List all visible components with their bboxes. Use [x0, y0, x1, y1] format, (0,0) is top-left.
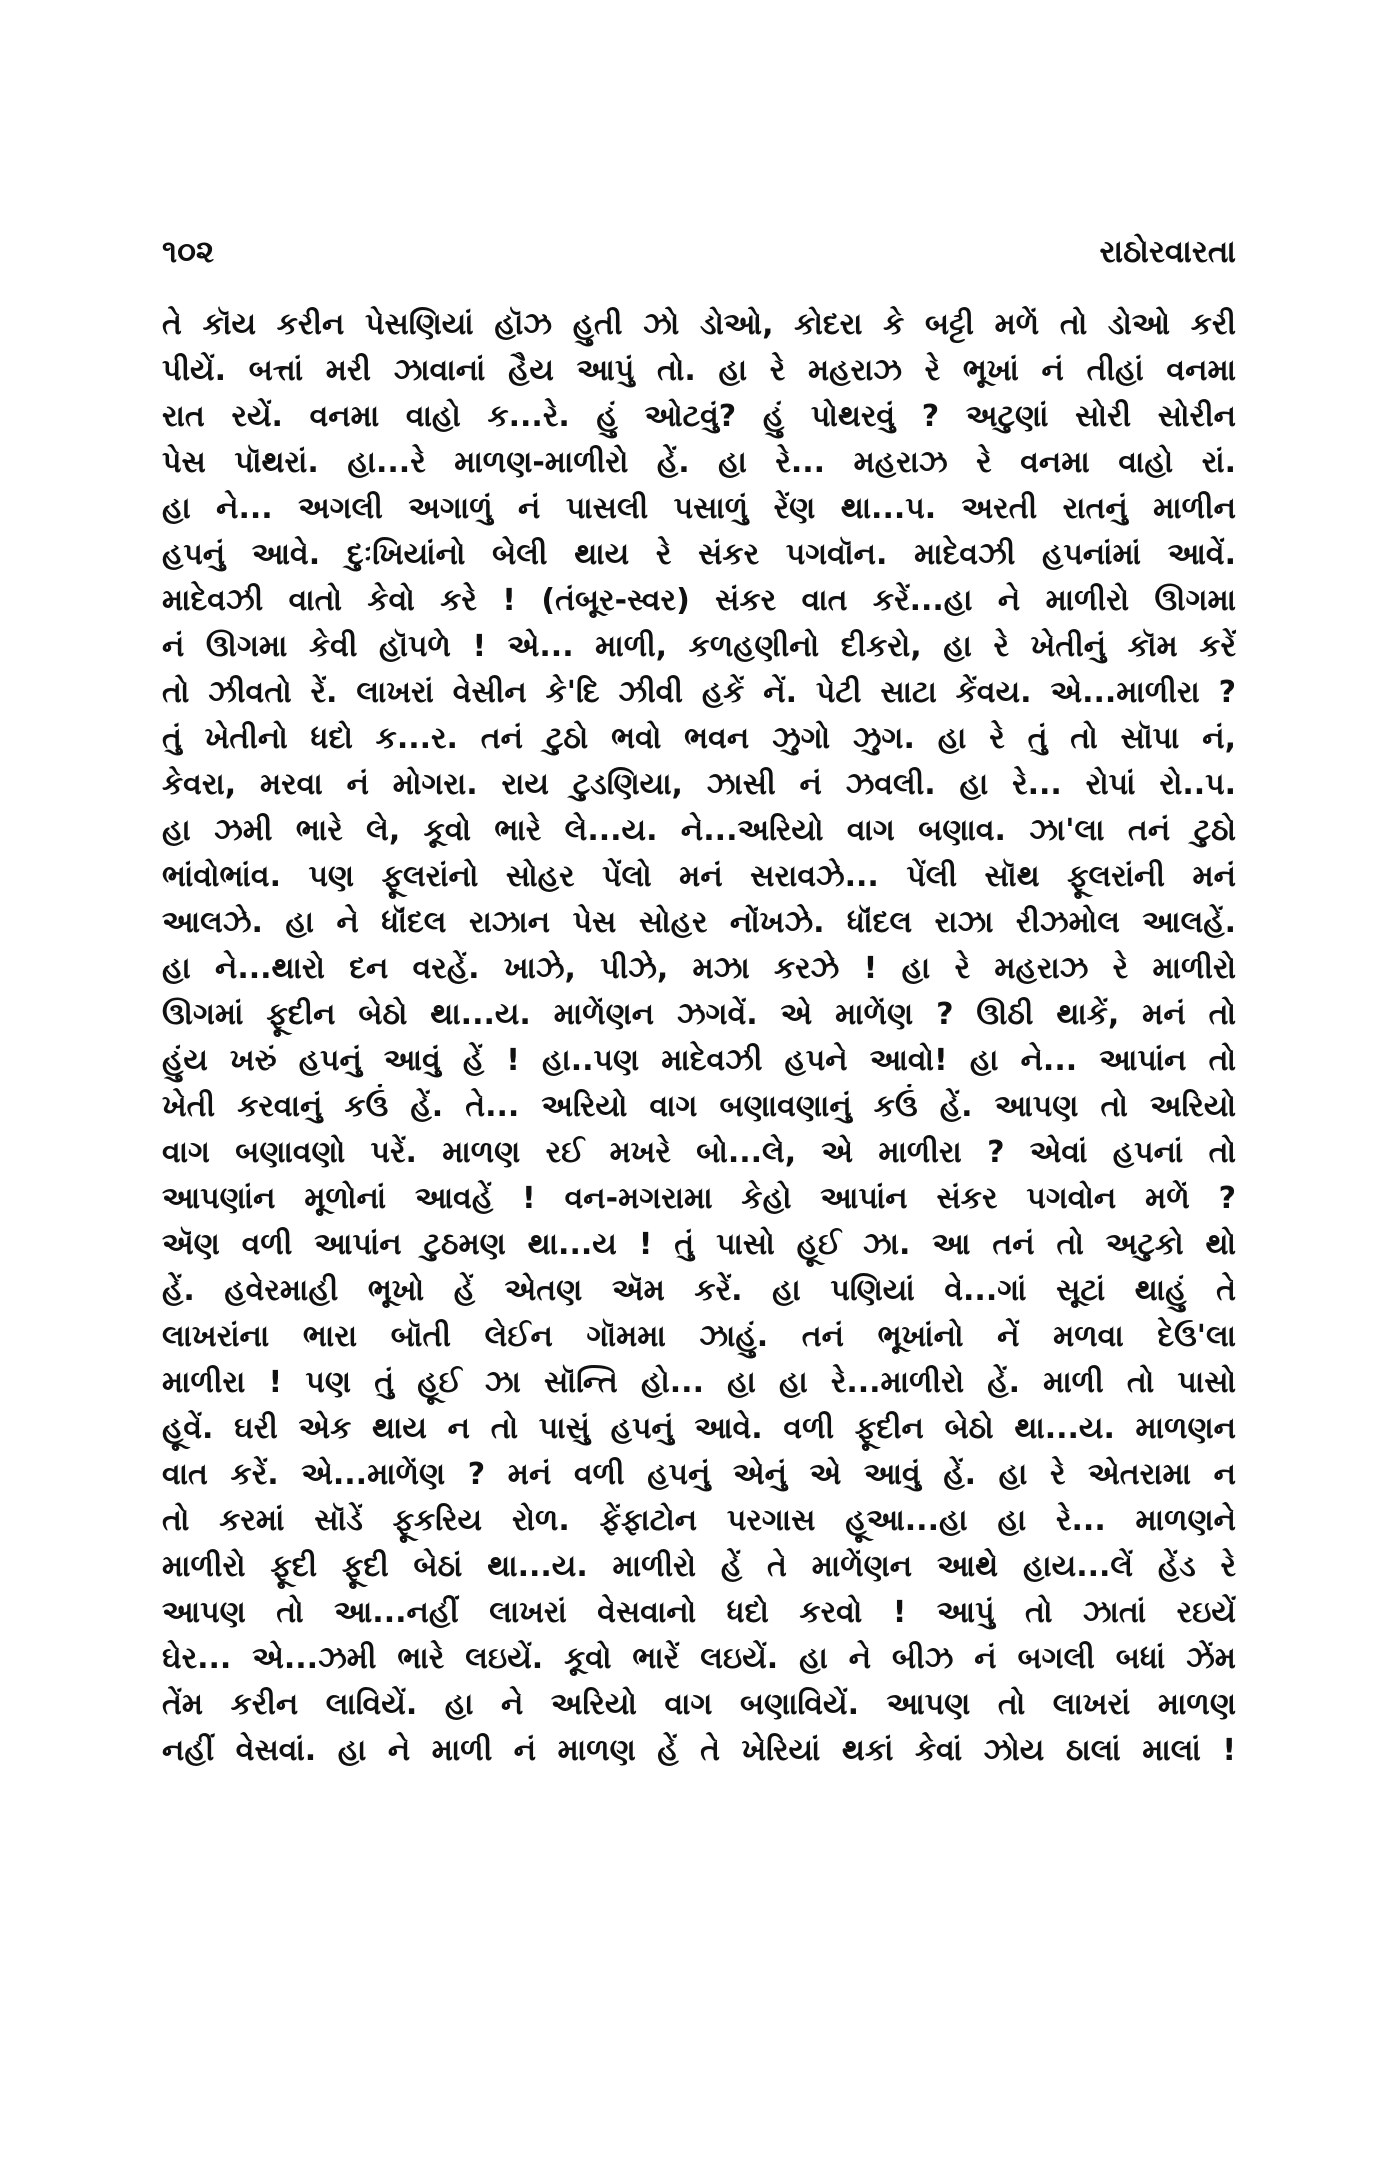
text-line: ખેતી કરવાનું કઉં હેં. તે... અરિયો વાગ બણાવણાનું કઉં હેં. આપણ તો અરિયો [162, 1089, 1236, 1124]
text-line: વાત કરેં. એ...માળેંણ ? મનં વળી હપનું એનું એ આવું હેં. હા રે એતરામા ન [162, 1457, 1236, 1492]
text-line: ઍણ વળી આપાંન ટુઠમણ થા...ય ! તું પાસો હૂઈ ઝા. આ તનં તો અટુકો થો [162, 1227, 1236, 1262]
text-line: આપણ તો આ...નહીં લાખરાં વેસવાનો ધદો કરવો ! આપું તો ઝાતાં રઇયેં [162, 1595, 1236, 1630]
text-line: તેંમ કરીન લાવિયેં. હા ને અરિયો વાગ બણાવિયેં. આપણ તો લાખરાં માળણ [162, 1687, 1236, 1722]
running-header [162, 228, 1236, 276]
running-title: રાઠોરવારતા [1099, 234, 1236, 270]
text-line: આલઝે. હા ને ધૉંદલ રાઝાન પેસ સોહર નોંખઝે. ધૉંદલ રાઝા રીઝમોલ આલહેં. [162, 905, 1236, 940]
text-line: રાત રયેં. વનમા વાહો ક...રે. હું ઓટવું? હું પોથરવું ? અટુણાં સોરી સોરીન [162, 399, 1236, 434]
text-line: ઘેર... એ...ઝમી ભારે લઇયેં. કૂવો ભારેં લઇયેં. હા ને બીઝ નં બગલી બધાં ઝેંમ [162, 1641, 1236, 1676]
text-line: નં ઊગમા કેવી હૉપળે ! એ... માળી, કળહણીનો દીકરો, હા રે ખેતીનું કૉમ કરેં [162, 629, 1236, 664]
text-line: કેવરા, મરવા નં મોગરા. રાય ટુડણિયા, ઝાસી નં ઝવલી. હા રે... રોપાં રો..પ. [162, 767, 1236, 802]
page-number: ૧૦૨ [162, 234, 215, 270]
text-line: પીયેં. બત્તાં મરી ઝાવાનાં હૈય આપું તો. હા રે મહરાઝ રે ભૂખાં નં તીહાં વનમા [162, 353, 1236, 388]
text-line: તો ઝીવતો રેં. લાખરાં વેસીન કે'દિ ઝીવી હકેં નેં. પેટી સાટા કેંવય. એ...માળીરા ? [162, 675, 1236, 710]
text-line: હા ને...થારો દન વરહેં. ખાઝે, પીઝે, મઝા કરઝે ! હા રે મહરાઝ રે માળીરો [162, 951, 1236, 986]
text-line: આપણાંન મૂળોનાં આવહેં ! વન-મગરામા કેહો આપાંન સંકર પગવોન મળેં ? [162, 1181, 1236, 1216]
body-text [162, 302, 1236, 1774]
text-line: પેસ પૉથરાં. હા...રે માળણ-માળીરો હેં. હા રે... મહરાઝ રે વનમા વાહો રાં. [162, 445, 1236, 480]
text-line: માદેવઝી વાતો કેવો કરે ! (તંબૂર-સ્વર) સંકર વાત કરેં...હા ને માળીરો ઊગમા [162, 583, 1236, 618]
text-line: નહીં વેસવાં. હા ને માળી નં માળણ હેં તે ખેરિયાં થકાં કેવાં ઝોય ઠાલાં માલાં ! [162, 1733, 1236, 1768]
text-line: હા ઝમી ભારે લે, કૂવો ભારે લે...ય. ને...અરિયો વાગ બણાવ. ઝા'લા તનં ટુઠો [162, 813, 1236, 848]
text-line: હા ને... અગલી અગાળું નં પાસલી પસાળું રેંણ થા...પ. અરતી રાતનું માળીન [162, 491, 1236, 526]
text-line: માળીરા ! પણ તું હૂઈ ઝા સૉન્તિ હો... હા હા રે...માળીરો હેં. માળી તો પાસો [162, 1365, 1236, 1400]
text-line: તે કૉય કરીન પેસણિયાં હૉઝ હુતી ઝો ડોઓ, કોદરા કે બટ્ટી મળેં તો ડોઓ કરી [162, 307, 1236, 342]
text-line: લાખરાંના ભારા બૉતી લેઈન ગૉમમા ઝાહું. તનં ભૂખાંનો નેં મળવા દેઉ'લા [162, 1319, 1236, 1354]
text-line: તું ખેતીનો ધદો ક...ર. તનં ટુઠો ભવો ભવન ઝુગો ઝુગ. હા રે તું તો સૉપા નં, [162, 721, 1236, 756]
text-line: ભાંવોભાંવ. પણ ફૂલરાંનો સોહર પેંલો મનં સરાવઝે... પેંલી સૉથ ફૂલરાંની મનં [162, 859, 1236, 894]
text-line: તો કરમાં સૉડેં ફૂકરિય રોળ. ફેંફાટોન પરગાસ હૂઆ...હા હા રે... માળણને [162, 1503, 1236, 1538]
text-line: માળીરો ફૂદી ફૂદી બેઠાં થા...ય. માળીરો હેં તે માળેંણન આથે હાય...લેં હેંડ રે [162, 1549, 1236, 1584]
text-line: વાગ બણાવણો પરેં. માળણ રઈ મખરે બો...લે, એ માળીરા ? એવાં હપનાં તો [162, 1135, 1236, 1170]
text-line: ઊગમાં ફૂદીન બેઠો થા...ય. માળેંણન ઝગવેં. એ માળેંણ ? ઊઠી થાકેં, મનં તો [162, 997, 1236, 1032]
text-line: હપનું આવે. દુઃખિયાંનો બેલી થાય રે સંકર પગવૉન. માદેવઝી હપનાંમાં આવેં. [162, 537, 1236, 572]
text-line: હૂવેં. ઘરી એક થાય ન તો પાસું હપનું આવે. વળી ફૂદીન બેઠો થા...ય. માળણન [162, 1411, 1236, 1446]
text-line: હુંય ખરું હપનું આવું હેં ! હા..પણ માદેવઝી હપને આવો! હા ને... આપાંન તો [162, 1043, 1236, 1078]
text-line: હેં. હવેરમાહી ભૂખો હેં એતણ ઍમ કરેં. હા પણિયાં વે...ગાં સૂટાં થાહું તે [162, 1273, 1236, 1308]
